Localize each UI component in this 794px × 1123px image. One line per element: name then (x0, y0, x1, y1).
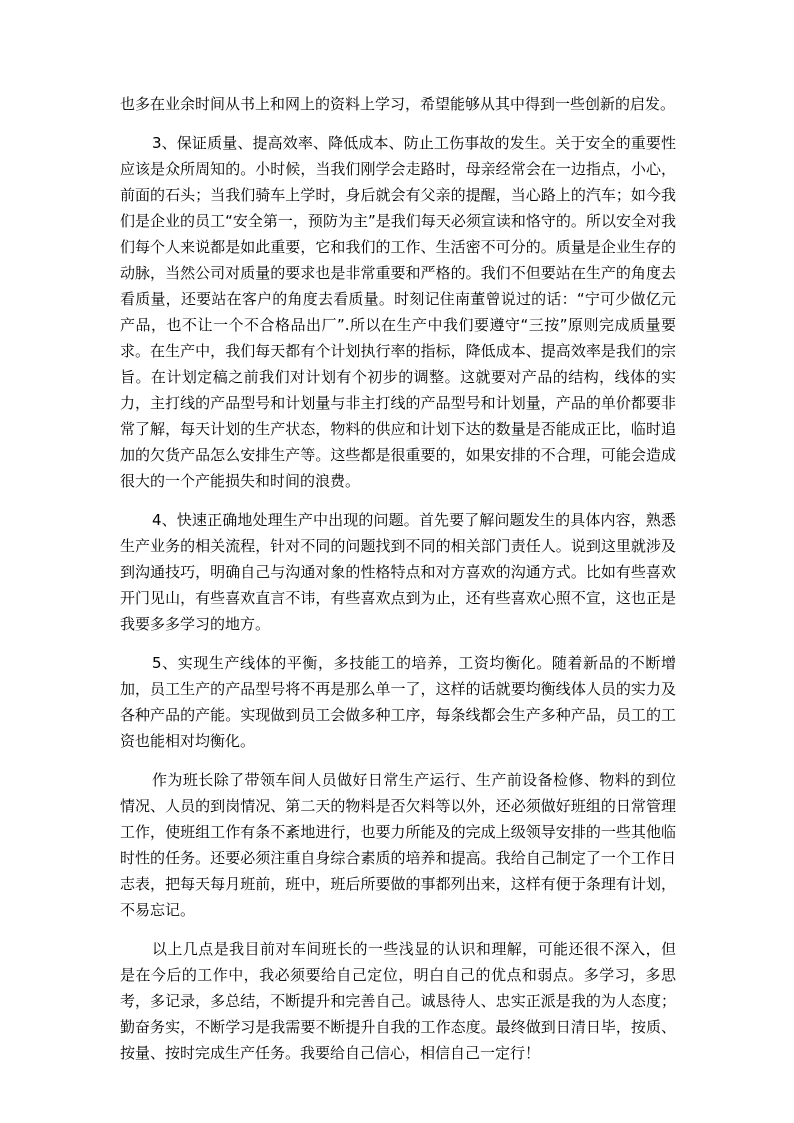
paragraph-item-4: 4、快速正确地处理生产中出现的问题。首先要了解问题发生的具体内容，熟悉生产业务的相关流程，针对不同的问题找到不同的相关部门责任人。说到这里就涉及到沟通技巧，明确自己与沟通对象的性格特点和对方喜欢的沟通方式。比如有些喜欢开门见山，有些喜欢直言不讳，有些喜欢点到为止，还有些喜欢心照不宣，这也正是我要多多学习的地方。 (120, 511, 676, 633)
paragraph-continuation: 也多在业余时间从书上和网上的资料上学习，希望能够从其中得到一些创新的启发。 (120, 95, 676, 113)
paragraph-item-3: 3、保证质量、提高效率、降低成本、防止工伤事故的发生。关于安全的重要性应该是众所周知的。小时候，当我们刚学会走路时，母亲经常会在一边指点，小心，前面的石头；当我们骑车上学时，身后就会有父亲的提醒，当心路上的汽车；如今我们是企业的员工“安全第一，预防为主”是我们每天必须宣读和恪守的。所以安全对我们每个人来说都是如此重要，它和我们的工作、生活密不可分的。质量是企业生存的动脉，当然公司对质量的要求也是非常重要和严格的。我们不但要站在生产的角度去看质量，还要站在客户的角度去看质量。时刻记住南董曾说过的话：“宁可少做亿元产品，也不让一个不合格品出厂”.所以在生产中我们要遵守“三按”原则完成质量要求。在生产中，我们每天都有个计划执行率的指标，降低成本、提高效率是我们的宗旨。在计划定稿之前我们对计划有个初步的调整。这就要对产品的结构，线体的实力，主打线的产品型号和计划量与非主打线的产品型号和计划量，产品的单价都要非常了解，每天计划的生产状态，物料的供应和计划下达的数量是否能成正比，临时追加的欠货产品怎么安排生产等。这些都是很重要的，如果安排的不合理，可能会造成很大的一个产能损失和时间的浪费。 (120, 134, 676, 490)
paragraph-conclusion: 以上几点是我目前对车间班长的一些浅显的认识和理解，可能还很不深入，但是在今后的工作中，我必须要给自己定位，明白自己的优点和弱点。多学习，多思考，多记录，多总结，不断提升和完善自己。诚恳待人、忠实正派是我的为人态度；勤奋务实，不断学习是我需要不断提升自我的工作态度。最终做到日清日毕，按质、按量、按时完成生产任务。我要给自己信心，相信自己一定行！ (120, 940, 676, 1062)
document-page (120, 91, 676, 1079)
paragraph-item-5: 5、实现生产线体的平衡，多技能工的培养，工资均衡化。随着新品的不断增加，员工生产的产品型号将不再是那么单一了，这样的话就要均衡线体人员的实力及各种产品的产能。实现做到员工会做多种工序，每条线都会生产多种产品，员工的工资也能相对均衡化。 (120, 654, 676, 750)
paragraph-team-leader-duties: 作为班长除了带领车间人员做好日常生产运行、生产前设备检修、物料的到位情况、人员的到岗情况、第二天的物料是否欠料等以外，还必须做好班组的日常管理工作，使班组工作有条不紊地进行，也要力所能及的完成上级领导安排的一些其他临时性的任务。还要必须注重自身综合素质的培养和提高。我给自己制定了一个工作日志表，把每天每月班前，班中，班后所要做的事都列出来，这样有便于条理有计划，不易忘记。 (120, 771, 676, 919)
